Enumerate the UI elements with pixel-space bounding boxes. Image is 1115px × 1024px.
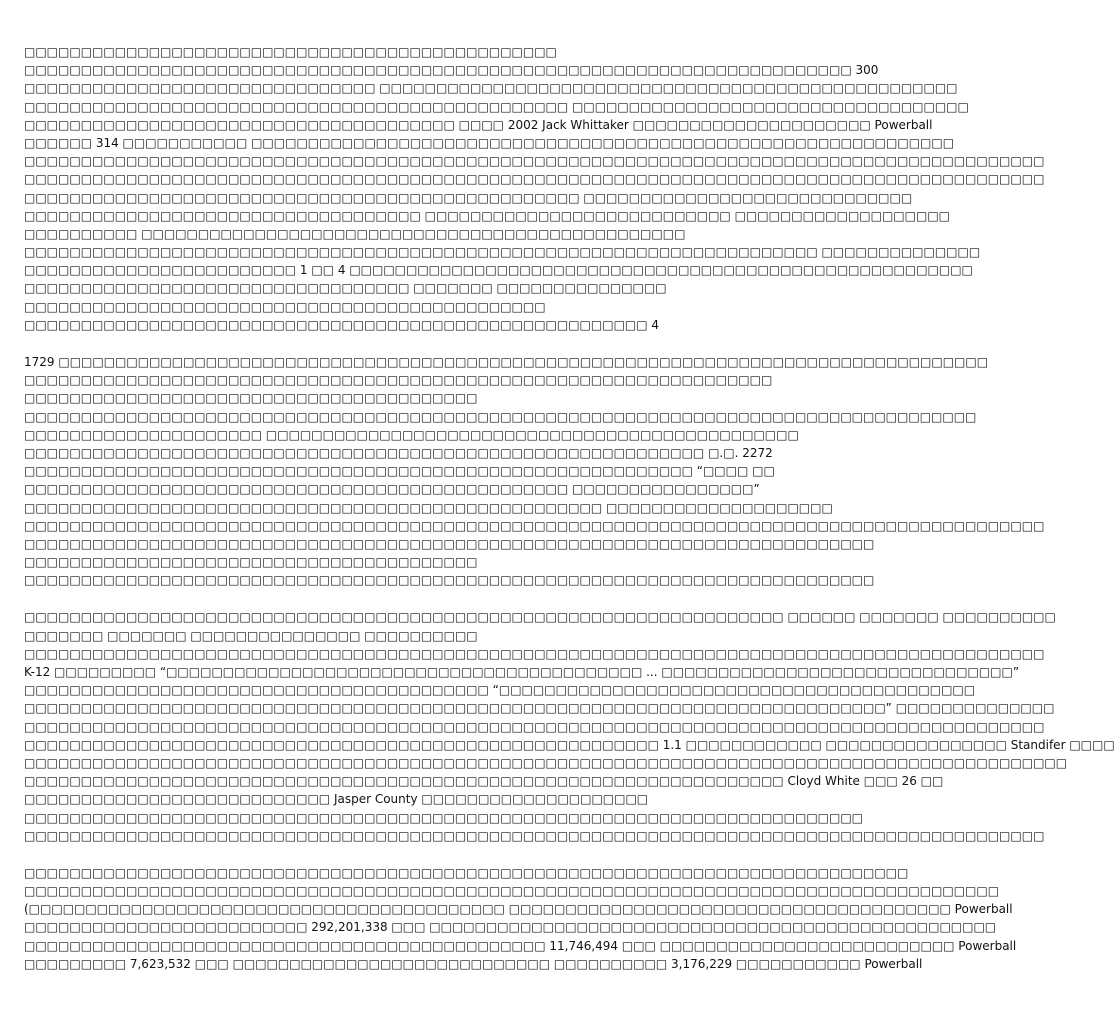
text-line: □□□□□□□□□□□□□□□□□□□□□□□□□□□□□□□□□□□□□□ □□□□ 2002 Jack Whittaker □□□□□□□□□□□□□□□□□□□□□ Powerball (24, 117, 933, 132)
text-line: □□□□□□□ □□□□□□□ □□□□□□□□□□□□□□□ □□□□□□□□□□ (24, 628, 478, 643)
text-line: □□□□□□□□□□□□□□□□□□□□□□□□□□□□□□□ □□□□□□□□□□□□□□□□□□□□□□□□□□□□□□□□□□□□□□□□□□□□□□□□□□□ (24, 81, 958, 96)
text-line: □□□□□□□□□□ □□□□□□□□□□□□□□□□□□□□□□□□□□□□□□□□□□□□□□□□□□□□□□□□ (24, 226, 686, 241)
text-line: □□□□□□□□□□□□□□□□□□□□□□□□□□□□□□□□□□□□□□□□□□□□□□□□ □□□□□□□□□□□□□□□□□□□□□□□□□□□□□□□□□□□ (24, 99, 969, 114)
text-line: □□□□□□□□□□□□□□□□□□□□□□□□□□□□□□□□□□□□□□□□□□□□□□□□□□□□□□□ 4 (24, 317, 660, 332)
text-line: □□□□□□□□□□□□□□□□□□□□□□□□□□□□□□□□□□□□□□□□□□□□□□□□□□□□□□□□□□□□□□□□□□□□□□□□□□□□□□□□□□□□□□□□□□ (24, 172, 1045, 187)
text-line: □□□□□□□□□□□□□□□□□□□□□□□□□□□□□□□□□□□□□□□□□□□□□□□□□ □□□□□□□□□□□□□□□□□□□□□□□□□□□□□ (24, 190, 913, 205)
text-line: □□□□□□□□□□□□□□□□□□□□□□□□□□□□□□□□□□□□□□□□□□□□□□□□□□□□□□□□□□□□□□□□□□□□□□□□□□□□□□□□□□□□□□□□□□ (24, 518, 1045, 533)
paragraph-3 (24, 608, 1115, 844)
text-line: □□□□□□□□□□□□□□□□□□□□□□□□□□□□□□□□□□□□□□□□□□□□□□□□□□□□□□□□□□□□□□□□□□□□□□□□□□□□□□□□□□□□□□□□□□ (24, 719, 1045, 734)
text-line: K-12 □□□□□□□□□ “□□□□□□□□□□□□□□□□□□□□□□□□□□□□□□□□□□□□□□□□□□ ... □□□□□□□□□□□□□□□□□□□□□□□□□□□□□□□” (24, 665, 1020, 679)
text-line: □□□□□□ 314 □□□□□□□□□□□ □□□□□□□□□□□□□□□□□□□□□□□□□□□□□□□□□□□□□□□□□□□□□□□□□□□□□□□□□□□□□□ (24, 135, 955, 150)
text-line: □□□□□□□□□□□□□□□□□□□□□□□□□□□□□□□□□□□□□□□□ (24, 391, 478, 406)
text-line: □□□□□□□□□□□□□□□□□□□□□□□□□□□□□□□□□□□□□□□□□□□□□□□□□□□□□□□□□□□□□□□□□□□□□□□□□□□□□□□□□□□□□□□□□□ (24, 828, 1045, 843)
text-line: □□□□□□□□□□□□□□□□□□□□□□□□□□□□□□□□□□□ □□□□□□□□□□□□□□□□□□□□□□□□□□□ □□□□□□□□□□□□□□□□□□□ (24, 208, 950, 223)
text-line: □□□□□□□□□□□□□□□□□□□□□□□□□□□□□□□□□□□□□□□□□□□□□□□□□□□□□□□□□□□□□□□□□□□□□□□□□ 300 (24, 63, 879, 78)
text-line: □□□□□□□□□□□□□□□□□□□□□□□□□□□□□□□□□□□□□□□□□□□□□□□□□□□□□□□□□□□□□□□□□□□□□□□□□□□□□□□□□□□□□□□□□□ (24, 154, 1045, 169)
text-line: □□□□□□□□□□□□□□□□□□□□□□□□□□□□□□□□□□□□□□□□□□□□□□□□ □□□□□□□□□□□□□□□□” (24, 482, 760, 497)
text-line: □□□□□□□□□□□□□□□□□□□□□□□□□□□□□□□□□□□□□□□□□□□□□□□□□□□□□□□□□□□□ □.□. 2272 (24, 445, 773, 460)
text-line: □□□□□□□□□□□□□□□□□□□□□□□□□□□□□□□□□□□□□□□□□□□□□□□□□□□□□□□□□□□□□□□□□□ (24, 373, 773, 388)
text-line: □□□□□□□□□□□□□□□□□□□□□□□□□□□□□□□□□□□□□□□□□□□□□□□□□□□□□□□□□□□□□□□□□□□□□□□□□□□□□□□□□□□□ (24, 409, 977, 424)
text-line: □□□□□□□□□□□□□□□□□□□□□□□□□□□□□□□□□□□□□□□□□□□□□□□□□□□□□□□□□□□ “□□□□ □□ (24, 464, 775, 479)
text-line: □□□□□□□□□□□□□□□□□□□□□□□□□□□□□□□□□□□□□□□□□□□□□□□□□□□□□□□□□□□□□□□□□□□□□□ □□□□□□□□□□□□□□ (24, 245, 981, 260)
text-line: □□□□□□□□□□□□□□□□□□□□□□□□□□□□□□□□□□□□□□□□□□□□□□□□□□□ □□□□□□□□□□□□□□□□□□□□ (24, 500, 833, 515)
text-line: □□□□□□□□□□□□□□□□□□□□□ □□□□□□□□□□□□□□□□□□□□□□□□□□□□□□□□□□□□□□□□□□□□□□□ (24, 427, 799, 442)
document-body (24, 43, 1115, 992)
paragraph-4 (24, 864, 1017, 973)
text-line: □□□□□□□□□□□□□□□□□□□□□□□□□□□□□□□□□□□□□□□□□□□□□□□□□□□□□□□□ 1.1 □□□□□□□□□□□□ □□□□□□□□□□□□□□□□ Standifer □□□□ (24, 737, 1115, 752)
text-line: □□□□□□□□□□□□□□□□□□□□□□□□□□□□□□□□□□□□□□□□□□□□□□□□□□□□□□□□□□□□□□□□□□□ Cloyd White □□□ 26 □□ (24, 774, 944, 789)
text-line: □□□□□□□□□□□□□□□□□□□□□□□□□□□□□□□□□□□□□□□□□□□□□□□□□□□□□□□□□□□□□□□□□□□□□□□□□□□□” □□□□□□□□□□□□□□ (24, 701, 1055, 716)
text-line: □□□□□□□□□ 7,623,532 □□□ □□□□□□□□□□□□□□□□□□□□□□□□□□□□ □□□□□□□□□□ 3,176,229 □□□□□□□□□□□ Powerball (24, 956, 923, 971)
text-line: □□□□□□□□□□□□□□□□□□□□□□□□□□□□□□□□□□□□□□□□□□□□□□□□□□□□□□□□□□□□□□□□□□□□□□□□□□□□□□ (24, 865, 909, 880)
text-line: □□□□□□□□□□□□□□□□□□□□□□□□□□□□□□□□□□□□□□□□□□□□□□□□□□□□□□□□□□□□□□□□□□□□□□□□□□□□□□□□□□□□□□ (24, 884, 1000, 899)
text-line: □□□□□□□□□□□□□□□□□□□□□□□□□□□□□□□□□□□□□□□□□□□□□□ (24, 299, 546, 314)
text-line: □□□□□□□□□□□□□□□□□□□□□□□□□□□□□□□□□□□□□□□□□□□□□□ 11,746,494 □□□ □□□□□□□□□□□□□□□□□□□□□□□□□□ Powerball (24, 938, 1017, 953)
text-line: □□□□□□□□□□□□□□□□□□□□□□□□□□□ Jasper County □□□□□□□□□□□□□□□□□□□□ (24, 792, 649, 807)
text-line: □□□□□□□□□□□□□□□□□□□□□□□□□□□□□□□□□□□□□□□□□ “□□□□□□□□□□□□□□□□□□□□□□□□□□□□□□□□□□□□□□□□□□ (24, 683, 976, 698)
text-line: (□□□□□□□□□□□□□□□□□□□□□□□□□□□□□□□□□□□□□□□□□□ □□□□□□□□□□□□□□□□□□□□□□□□□□□□□□□□□□□□□□□ Powerball (24, 902, 1013, 917)
text-line: 1729 □□□□□□□□□□□□□□□□□□□□□□□□□□□□□□□□□□□□□□□□□□□□□□□□□□□□□□□□□□□□□□□□□□□□□□□□□□□□□□□□□□ (24, 355, 989, 369)
text-line: □□□□□□□□□□□□□□□□□□□□□□□□□□□□□□□□□□□□□□□□□□□□□□□ (24, 45, 557, 59)
text-line: □□□□□□□□□□□□□□□□□□□□□□□□□□□□□□□□□□□□□□□□□□□□□□□□□□□□□□□□□□□□□□□□□□□□□□□□□□□□□□□□□□□□□□□□□□ (24, 646, 1045, 661)
text-line: □□□□□□□□□□□□□□□□□□□□□□□□ 1 □□ 4 □□□□□□□□□□□□□□□□□□□□□□□□□□□□□□□□□□□□□□□□□□□□□□□□□□□□□□□ (24, 263, 973, 278)
text-line: □□□□□□□□□□□□□□□□□□□□□□□□□□□□□□□□□□□□□□□□□□□□□□□□□□□□□□□□□□□□□□□□□□□□□□□□□□□ (24, 536, 875, 551)
text-line: □□□□□□□□□□□□□□□□□□□□□□□□□□□□□□□□□□□□□□□□□□□□□□□□□□□□□□□□□□□□□□□□□□□□□□□□□□□ (24, 573, 875, 588)
text-line: □□□□□□□□□□□□□□□□□□□□□□□□□□□□□□□□□□□□□□□□□□□□□□□□□□□□□□□□□□□□□□□□□□□□□□□□□□□□□□□□□□□□□□□□□□□□ (24, 755, 1068, 770)
text-line: □□□□□□□□□□□□□□□□□□□□□□□□□□□□□□□□□□□□□□□□□□□□□□□□□□□□□□□□□□□□□□□□□□□ □□□□□□ □□□□□□□ □□□□□□□□□□ (24, 610, 1056, 625)
text-line: □□□□□□□□□□□□□□□□□□□□□□□□□ 292,201,338 □□□ □□□□□□□□□□□□□□□□□□□□□□□□□□□□□□□□□□□□□□□□□□□□□□□□□□ (24, 920, 997, 935)
paragraph-2 (24, 353, 1045, 589)
paragraph-1 (24, 43, 1045, 334)
text-line: □□□□□□□□□□□□□□□□□□□□□□□□□□□□□□□□□□□□□□□□ (24, 555, 478, 570)
text-line: □□□□□□□□□□□□□□□□□□□□□□□□□□□□□□□□□□□□□□□□□□□□□□□□□□□□□□□□□□□□□□□□□□□□□□□□□□ (24, 810, 864, 825)
text-line: □□□□□□□□□□□□□□□□□□□□□□□□□□□□□□□□□□ □□□□□□□ □□□□□□□□□□□□□□□ (24, 281, 667, 296)
